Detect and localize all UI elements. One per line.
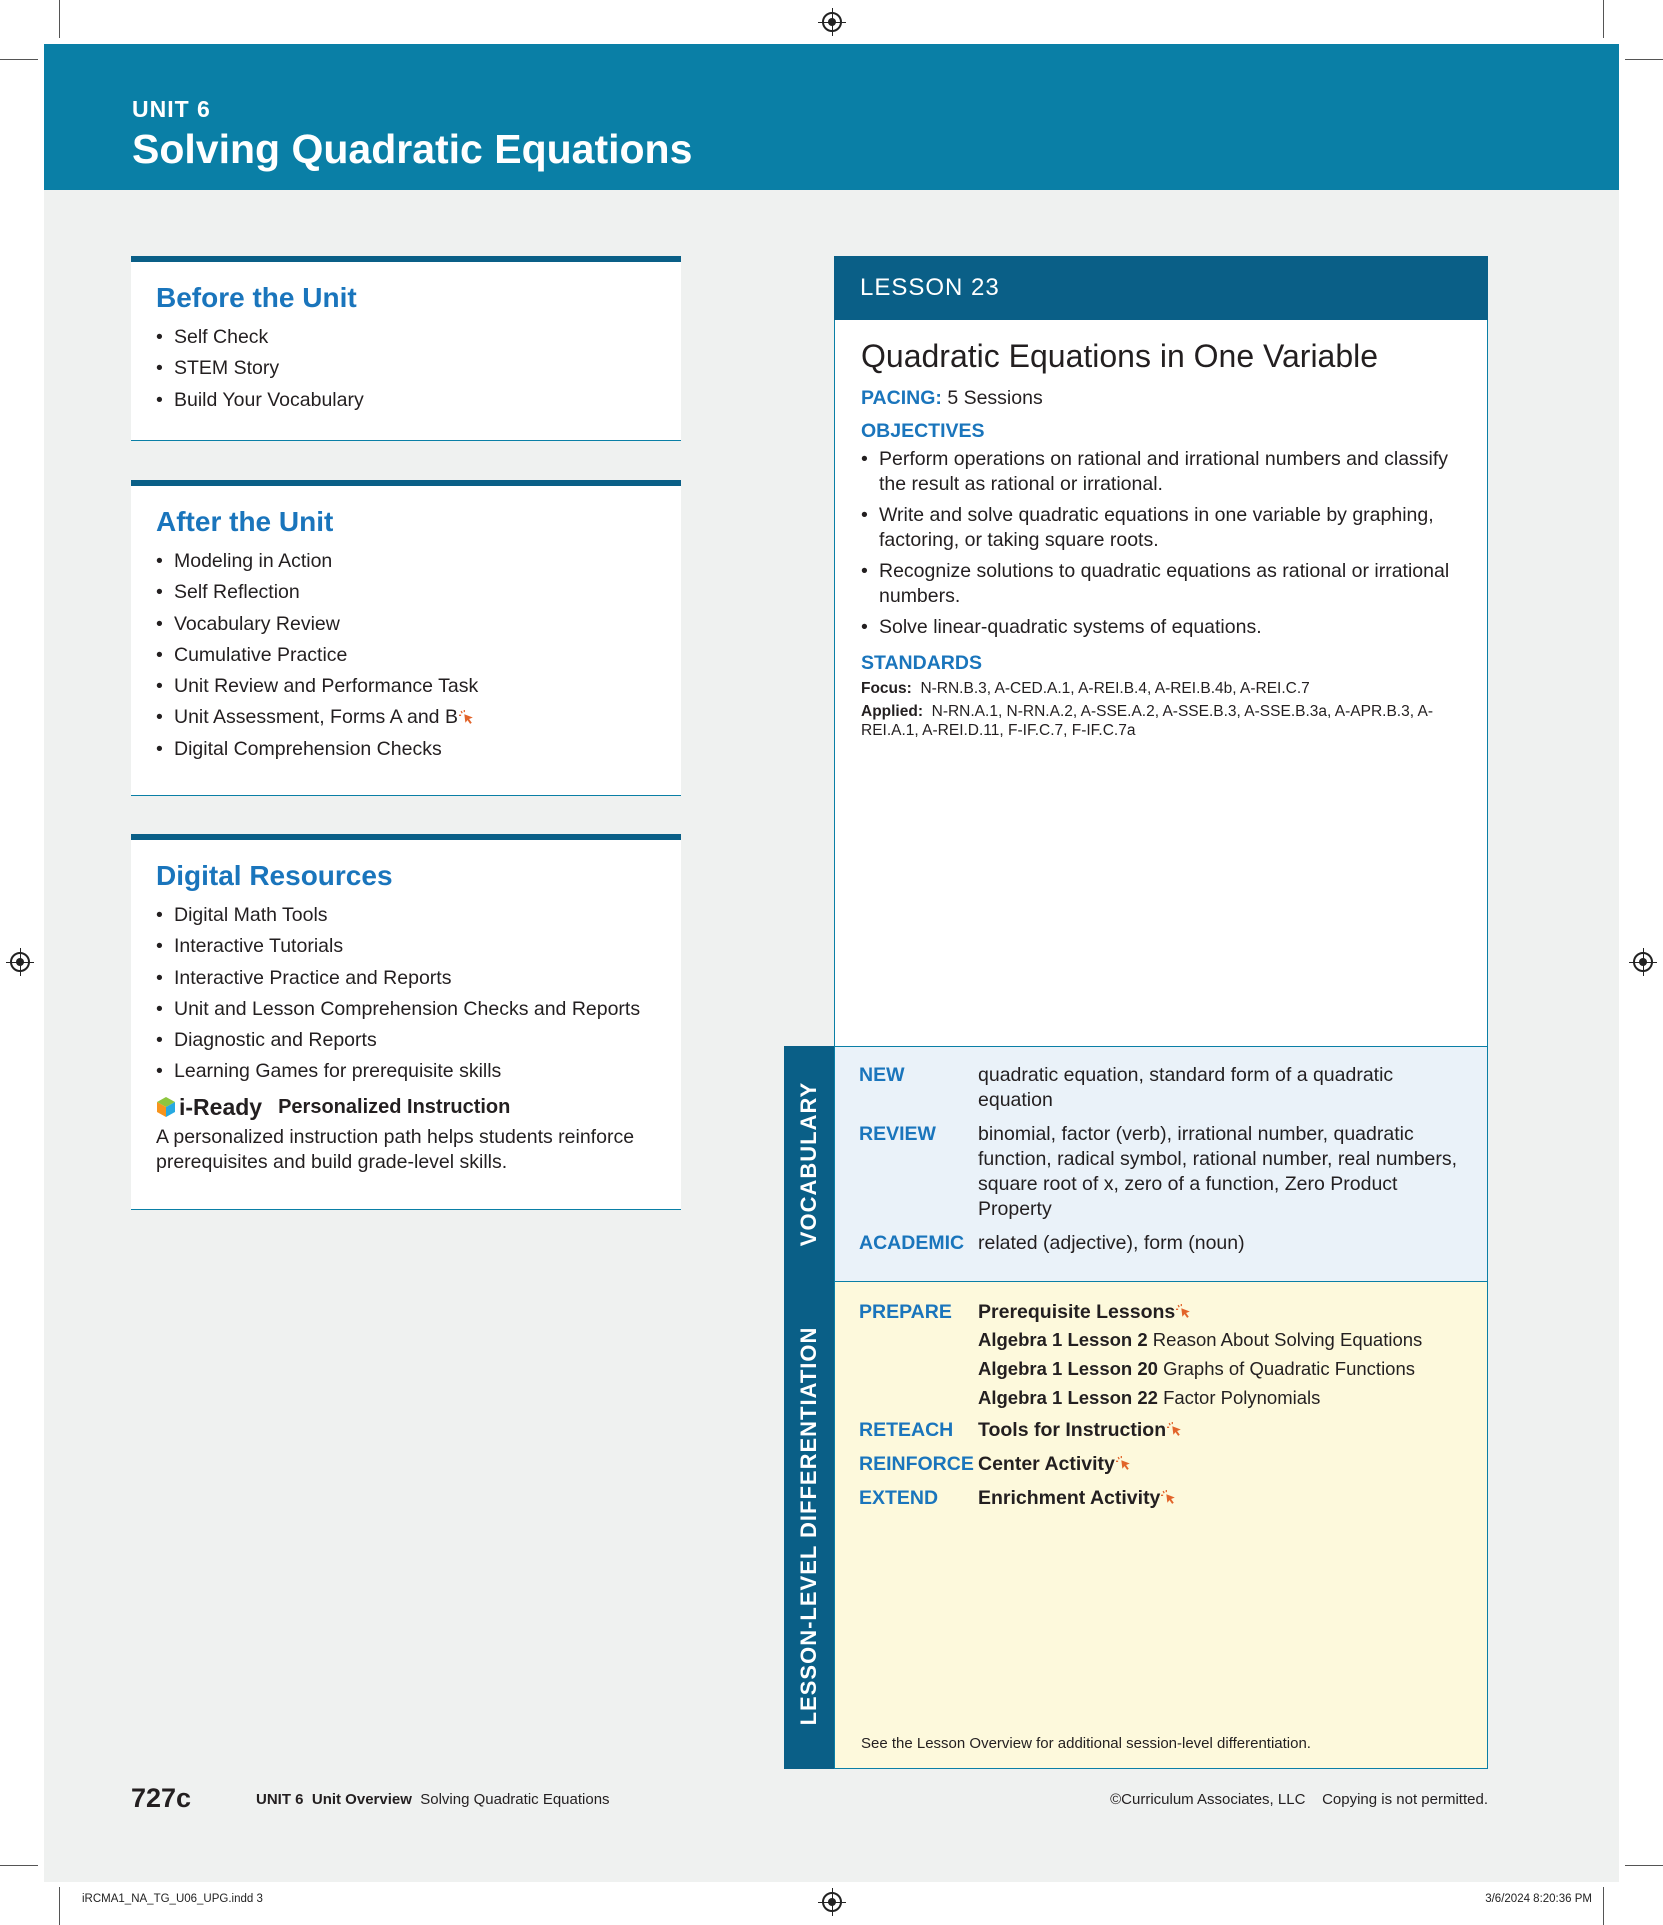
digital-resources-list [156, 900, 656, 1088]
prerequisite-lesson-name: Algebra 1 Lesson 20 [978, 1358, 1158, 1379]
reinforce-content [978, 1452, 1133, 1477]
extend-value: Enrichment Activity [978, 1487, 1161, 1509]
copyright-text: ©Curriculum Associates, LLC [1110, 1791, 1306, 1808]
prerequisite-lesson-name: Algebra 1 Lesson 22 [978, 1387, 1158, 1408]
list-item: • Self Check [156, 322, 656, 353]
page-footer [131, 1783, 1488, 1813]
iready-logo-text: i-Ready [179, 1093, 263, 1120]
iready-logo [156, 1094, 262, 1121]
digital-cursor-icon [1116, 1456, 1133, 1473]
digital-resources-box [131, 834, 681, 1210]
list-item: • Modeling in Action [156, 546, 656, 577]
lesson-body [834, 320, 1488, 1046]
footer-topic: Solving Quadratic Equations [420, 1791, 610, 1808]
before-unit-box [131, 256, 681, 441]
list-item: • Recognize solutions to quadratic equations as rational or irrational numbers. [861, 559, 1463, 609]
prerequisite-lesson-name: Algebra 1 Lesson 2 [978, 1329, 1148, 1350]
vocab-academic-value: related (adjective), form (noun) [978, 1232, 1245, 1254]
prepare-value: Prerequisite Lessons [978, 1301, 1176, 1323]
lesson-title: Quadratic Equations in One Variable [861, 338, 1379, 374]
registration-mark-icon [822, 12, 842, 32]
applied-standards [861, 702, 1463, 740]
list-item: • Self Reflection [156, 577, 656, 608]
prerequisite-lesson-title: Factor Polynomials [1163, 1387, 1321, 1408]
page-number: 727c [131, 1783, 192, 1813]
digital-cursor-icon [1167, 1422, 1184, 1439]
pacing-label: PACING: [861, 387, 942, 409]
after-unit-box [131, 480, 681, 796]
focus-label: Focus: [861, 680, 912, 697]
reinforce-row [859, 1452, 1463, 1477]
unit-label: UNIT 6 [132, 96, 211, 122]
vocab-review-value: binomial, factor (verb), irrational number, quadratic function, radical symbol, rational number, real numbers, square root of x, zero of a function, Zero Product Property [978, 1123, 1458, 1220]
reteach-content [978, 1418, 1184, 1443]
list-item: • Diagnostic and Reports [156, 1025, 656, 1056]
applied-value: N-RN.A.1, N-RN.A.2, A-SSE.A.2, A-SSE.B.3, A-SSE.B.3a, A-APR.B.3, A-REI.A.1, A-REI.D.11, F-IF.C.7, F-IF.C.7a [861, 703, 1433, 739]
list-item: • Unit Review and Performance Task [156, 671, 656, 702]
reinforce-value: Center Activity [978, 1453, 1115, 1475]
copy-notice: Copying is not permitted. [1322, 1791, 1488, 1808]
list-item: • Interactive Practice and Reports [156, 963, 656, 994]
list-item: • Solve linear-quadratic systems of equations. [861, 615, 1463, 640]
objectives-list [861, 447, 1463, 640]
footer-copyright [1110, 1791, 1488, 1808]
list-item-text: Unit Assessment, Forms A and B [174, 706, 458, 729]
crop-mark [1603, 0, 1604, 38]
slug-file: iRCMA1_NA_TG_U06_UPG.indd 3 [82, 1893, 263, 1905]
vocab-academic-row [859, 1231, 1463, 1256]
list-item: • Unit and Lesson Comprehension Checks and Reports [156, 994, 656, 1025]
digital-resources-heading: Digital Resources [156, 860, 393, 891]
list-item: • Vocabulary Review [156, 609, 656, 640]
extend-row [859, 1486, 1463, 1511]
digital-cursor-icon [1176, 1304, 1193, 1321]
iready-cube-icon [156, 1096, 176, 1118]
list-item: • Digital Comprehension Checks [156, 734, 656, 765]
vocab-new-value: quadratic equation, standard form of a quadratic equation [978, 1064, 1394, 1111]
list-item: • Interactive Tutorials [156, 931, 656, 962]
lesson-panel [796, 256, 1488, 1769]
vocabulary-side-label: VOCABULARY [796, 1081, 821, 1247]
list-item: • Cumulative Practice [156, 640, 656, 671]
vocab-new-row [859, 1063, 1463, 1113]
differentiation-note: See the Lesson Overview for additional session-level differentiation. [861, 1735, 1311, 1752]
digital-cursor-icon [1161, 1490, 1178, 1507]
registration-mark-icon [10, 952, 30, 972]
prerequisite-lesson-title: Graphs of Quadratic Functions [1163, 1358, 1416, 1379]
prerequisite-lesson-title: Reason About Solving Equations [1152, 1329, 1423, 1350]
reinforce-label: REINFORCE [859, 1453, 974, 1475]
standards-label: STANDARDS [861, 652, 982, 674]
crop-mark [59, 0, 60, 38]
before-unit-list [156, 322, 656, 416]
unit-banner [44, 44, 1619, 190]
objectives-label: OBJECTIVES [861, 420, 985, 442]
focus-value: N-RN.B.3, A-CED.A.1, A-REI.B.4, A-REI.B.4b, A-REI.C.7 [920, 680, 1310, 697]
list-item: • Write and solve quadratic equations in one variable by graphing, factoring, or taking square roots. [861, 503, 1463, 553]
prerequisite-lesson [978, 1383, 1422, 1412]
extend-label: EXTEND [859, 1487, 939, 1509]
crop-mark [0, 1865, 38, 1866]
unit-title: Solving Quadratic Equations [132, 126, 693, 172]
differentiation-section [834, 1282, 1488, 1769]
crop-mark [1625, 1865, 1663, 1866]
footer-unit-info [256, 1791, 610, 1808]
vocabulary-side-tab [784, 1046, 834, 1282]
footer-unit: UNIT 6 [256, 1791, 304, 1808]
iready-description: A personalized instruction path helps students reinforce prerequisites and build grade-level skills. [156, 1125, 635, 1173]
differentiation-side-label: LESSON-LEVEL DIFFERENTIATION [796, 1326, 821, 1725]
crop-mark [1625, 59, 1663, 60]
pacing-value: 5 Sessions [947, 387, 1043, 409]
list-item: • Perform operations on rational and irrational numbers and classify the result as rational or irrational. [861, 447, 1463, 497]
reteach-row [859, 1418, 1463, 1443]
after-unit-list [156, 546, 656, 765]
after-unit-heading: After the Unit [156, 506, 334, 537]
extend-content [978, 1486, 1178, 1511]
vocab-review-row [859, 1122, 1463, 1222]
vocab-review-label: REVIEW [859, 1123, 936, 1145]
list-item: • Build Your Vocabulary [156, 385, 656, 416]
crop-mark [1603, 1887, 1604, 1925]
digital-cursor-icon [459, 710, 476, 727]
crop-mark [0, 59, 38, 60]
list-item [156, 702, 656, 733]
pacing [861, 387, 1463, 410]
prepare-row [859, 1300, 1463, 1412]
iready-row [156, 1094, 656, 1121]
crop-mark [59, 1887, 60, 1925]
registration-mark-icon [822, 1892, 842, 1912]
lesson-label: LESSON 23 [834, 256, 1488, 320]
list-item: • STEM Story [156, 353, 656, 384]
iready-label: Personalized Instruction [278, 1095, 511, 1118]
focus-standards [861, 679, 1463, 698]
registration-mark-icon [1633, 952, 1653, 972]
prerequisite-lesson [978, 1354, 1422, 1383]
prepare-label: PREPARE [859, 1301, 952, 1323]
prerequisite-lesson [978, 1325, 1422, 1354]
slug-date: 3/6/2024 8:20:36 PM [1485, 1893, 1592, 1905]
list-item: • Digital Math Tools [156, 900, 656, 931]
before-unit-heading: Before the Unit [156, 282, 357, 313]
reteach-label: RETEACH [859, 1419, 954, 1441]
vocab-new-label: NEW [859, 1064, 905, 1086]
reteach-value: Tools for Instruction [978, 1419, 1167, 1441]
vocabulary-section [834, 1046, 1488, 1282]
differentiation-side-tab [784, 1282, 834, 1769]
list-item: • Learning Games for prerequisite skills [156, 1056, 656, 1087]
prepare-content [978, 1300, 1422, 1412]
footer-section: Unit Overview [311, 1791, 412, 1808]
vocab-academic-label: ACADEMIC [859, 1232, 965, 1254]
applied-label: Applied: [861, 703, 923, 720]
